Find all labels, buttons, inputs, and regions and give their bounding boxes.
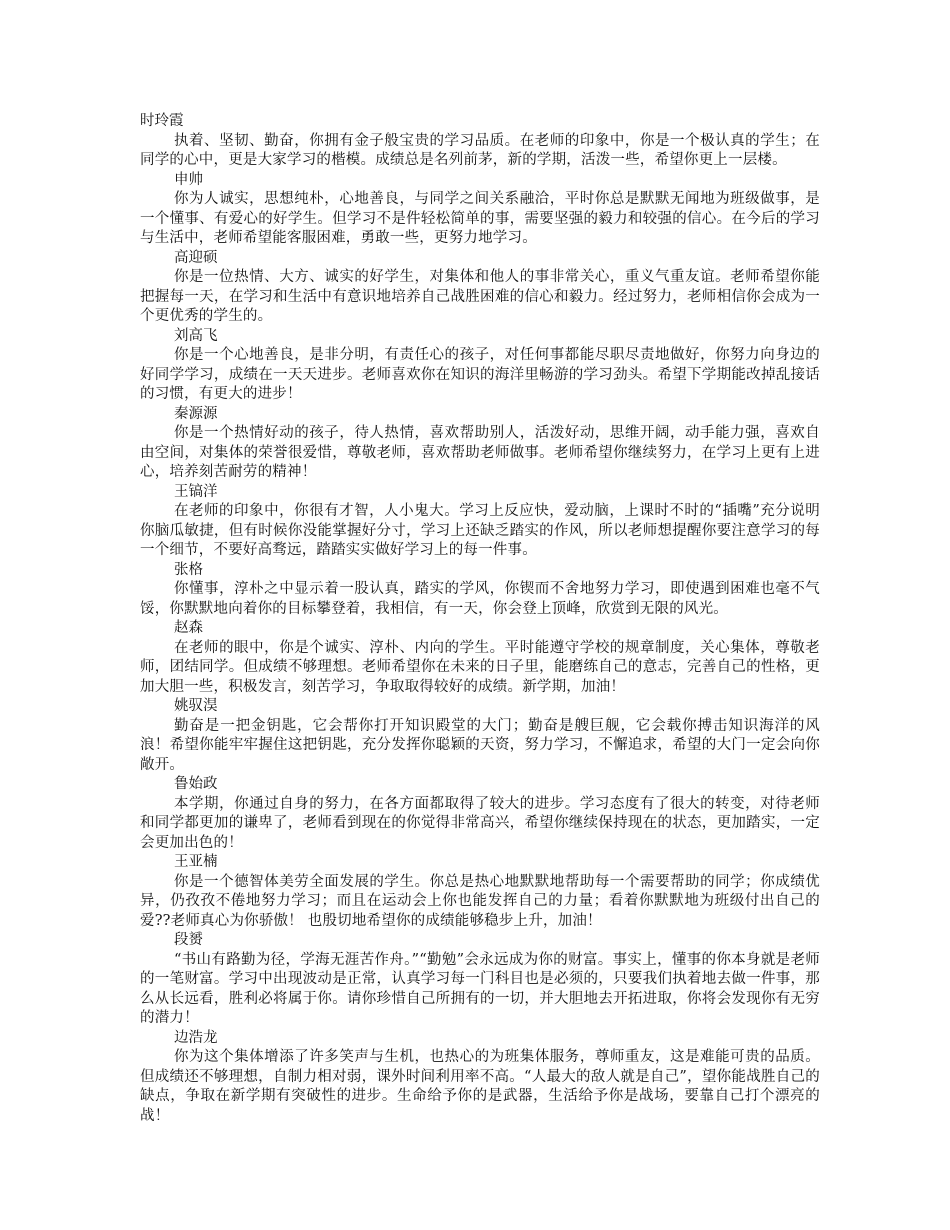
teacher-comment: 本学期，你通过自身的努力，在各方面都取得了较大的进步。学习态度有了很大的转变，对待老师和同学都更加的谦卑了，老师看到现在的你觉得非常高兴，希望你继续保持现在的状态，更加踏实，一定会更加出色的！ bbox=[140, 795, 820, 851]
entry bbox=[140, 249, 820, 327]
student-name: 王亚楠 bbox=[174, 854, 218, 870]
entry bbox=[140, 483, 820, 561]
entry bbox=[140, 405, 820, 483]
student-name: 时玲霞 bbox=[140, 113, 184, 129]
entry bbox=[140, 697, 820, 775]
teacher-comment: 你是一个热情好动的孩子，待人热情，喜欢帮助别人，活泼好动，思维开阔，动手能力强，喜欢自由空间，对集体的荣誉很爱惜，尊敬老师，喜欢帮助老师做事。老师希望你继续努力，在学习上更有上进心，培养刻苦耐劳的精神！ bbox=[140, 425, 820, 480]
student-name: 刘高飞 bbox=[174, 327, 218, 344]
teacher-comment: 你是一位热情、大方、诚实的好学生，对集体和他人的事非常关心，重义气重友谊。老师希望你能把握每一天，在学习和生活中有意识地培养自己战胜困难的信心和毅力。经过努力，老师相信你会成为一个更优秀的学生的。 bbox=[140, 269, 820, 324]
entry bbox=[140, 171, 820, 249]
entry bbox=[140, 1029, 820, 1127]
entry bbox=[140, 775, 820, 853]
student-name: 张格 bbox=[174, 561, 203, 578]
student-name: 姚驭淏 bbox=[174, 698, 218, 714]
student-name: 王镐洋 bbox=[174, 483, 218, 500]
teacher-comment: 你懂事，淳朴之中显示着一股认真，踏实的学风，你锲而不舍地努力学习，即使遇到困难也毫不气馁，你默默地向着你的目标攀登着，我相信，有一天，你会登上顶峰，欣赏到无限的风光。 bbox=[140, 581, 820, 617]
teacher-comment: 在老师的眼中，你是个诚实、淳朴、内向的学生。平时能遵守学校的规章制度，关心集体，尊敬老师，团结同学。但成绩不够理想。老师希望你在未来的日子里，能磨练自己的意志，完善自己的性格，更加大胆一些，积极发言，刻苦学习，争取取得较好的成绩。新学期，加油！ bbox=[140, 639, 820, 695]
teacher-comment: 你为人诚实，思想纯朴，心地善良，与同学之间关系融洽，平时你总是默默无闻地为班级做事，是一个懂事、有爱心的好学生。但学习不是件轻松简单的事，需要坚强的毅力和较强的信心。在今后的学习与生活中，老师希望能客服困难，勇敢一些，更努力地学习。 bbox=[140, 191, 820, 246]
entry bbox=[140, 931, 820, 1029]
teacher-comment: 你是一个德智体美劳全面发展的学生。你总是热心地默默地帮助每一个需要帮助的同学；你成绩优异，仍孜孜不倦地努力学习；而且在运动会上你也能发挥自己的力量；看着你默默地为班级付出自己的爱??老师真心为你骄傲！ 也殷切地希望你的成绩能够稳步上升，加油！ bbox=[140, 873, 820, 929]
teacher-comment: 勤奋是一把金钥匙，它会帮你打开知识殿堂的大门；勤奋是艘巨舰，它会载你搏击知识海洋的风浪！希望你能牢牢握住这把钥匙，充分发挥你聪颖的天资，努力学习，不懈追求，希望的大门一定会向你敞开。 bbox=[140, 717, 820, 773]
entry bbox=[140, 112, 820, 171]
student-name: 边浩龙 bbox=[174, 1029, 218, 1046]
student-name: 申帅 bbox=[174, 171, 203, 188]
teacher-comment: “书山有路勤为径，学海无涯苦作舟。”“勤勉”会永远成为你的财富。事实上，懂事的你本身就是老师的一笔财富。学习中出现波动是正常，认真学习每一门科目也是必须的，只要我们执着地去做一件事，那么从长远看，胜利必将属于你。请你珍惜自己所拥有的一切，并大胆地去开拓进取，你将会发现你有无穷的潜力！ bbox=[140, 951, 820, 1026]
student-name: 段赟 bbox=[174, 932, 203, 948]
student-name: 鲁始政 bbox=[174, 776, 218, 792]
document-page bbox=[140, 112, 820, 1126]
teacher-comment: 你为这个集体增添了许多笑声与生机，也热心的为班集体服务，尊师重友，这是难能可贵的品质。但成绩还不够理想，自制力相对弱，课外时间利用率不高。“人最大的敌人就是自己”，望你能战胜自己的缺点，争取在新学期有突破性的进步。生命给予你的是武器，生活给予你是战场，要靠自己打个漂亮的战！ bbox=[140, 1049, 820, 1124]
teacher-comment: 在老师的印象中，你很有才智，人小鬼大。学习上反应快，爱动脑，上课时不时的“插嘴”充分说明你脑瓜敏捷，但有时候你没能掌握好分寸，学习上还缺乏踏实的作风，所以老师想提醒你要注意学习的每一个细节，不要好高骛远，踏踏实实做好学习上的每一件事。 bbox=[140, 503, 820, 558]
student-name: 高迎硕 bbox=[174, 249, 218, 266]
entry bbox=[140, 327, 820, 405]
entry bbox=[140, 561, 820, 620]
student-name: 赵森 bbox=[174, 620, 203, 636]
entry bbox=[140, 853, 820, 931]
entry bbox=[140, 619, 820, 697]
teacher-comment: 执着、坚韧、勤奋，你拥有金子般宝贵的学习品质。在老师的印象中，你是一个极认真的学生；在同学的心中，更是大家学习的楷模。成绩总是名列前茅，新的学期，活泼一些，希望你更上一层楼。 bbox=[140, 132, 820, 168]
teacher-comment: 你是一个心地善良，是非分明，有责任心的孩子，对任何事都能尽职尽责地做好，你努力向身边的好同学学习，成绩在一天天进步。老师喜欢你在知识的海洋里畅游的学习劲头。希望下学期能改掉乱接话的习惯，有更大的进步！ bbox=[140, 347, 820, 402]
student-name: 秦源源 bbox=[174, 405, 218, 422]
